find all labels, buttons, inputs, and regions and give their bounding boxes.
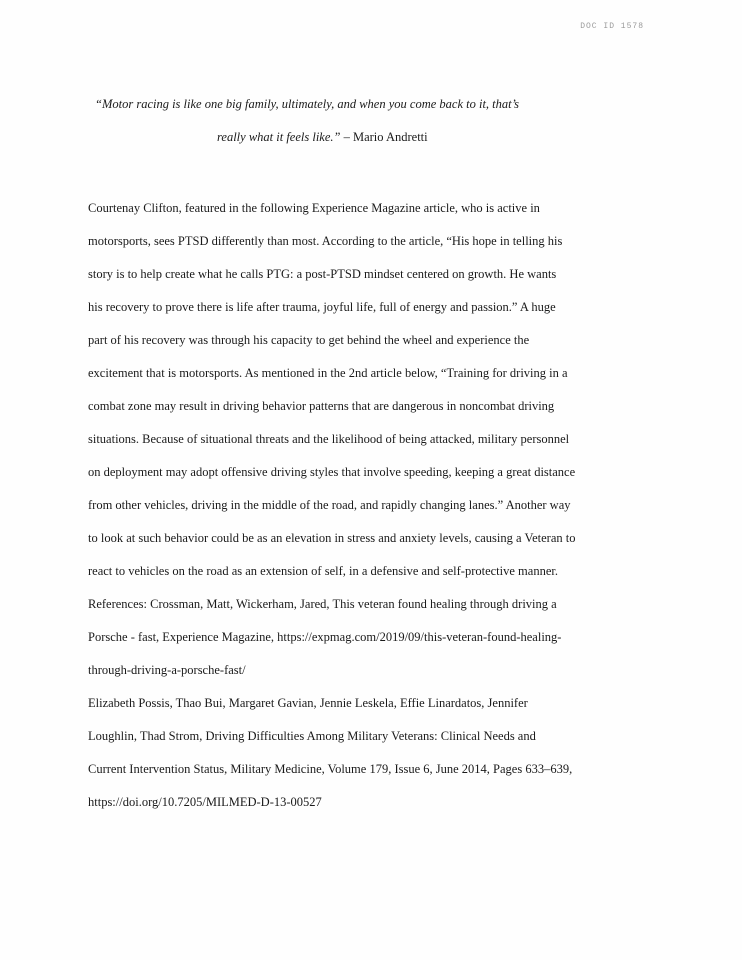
quote-attribution: – Mario Andretti	[340, 130, 428, 144]
body-line: Courtenay Clifton, featured in the following Experience Magazine article, who is active in	[88, 201, 540, 215]
references-line: through-driving-a-porsche-fast/	[88, 663, 246, 677]
body-line: react to vehicles on the road as an extension of self, in a defensive and self-protective manner.	[88, 564, 558, 578]
references-line: References: Crossman, Matt, Wickerham, Jared, This veteran found healing through driving a	[88, 597, 557, 611]
body-line: part of his recovery was through his capacity to get behind the wheel and experience the	[88, 333, 530, 347]
references-line: https://doi.org/10.7205/MILMED-D-13-00527	[88, 795, 322, 809]
body-line: story is to help create what he calls PTG: a post-PTSD mindset centered on growth. He wants	[88, 267, 557, 281]
references-line: Current Intervention Status, Military Medicine, Volume 179, Issue 6, June 2014, Pages 633–639,	[88, 762, 573, 776]
body-line: situations. Because of situational threats and the likelihood of being attacked, military personnel	[88, 432, 570, 446]
body-line: excitement that is motorsports. As mentioned in the 2nd article below, “Training for driving in a	[88, 366, 568, 380]
body-line: combat zone may result in driving behavior patterns that are dangerous in noncombat driving	[88, 399, 555, 413]
quote-text-2: really what it feels like.”	[217, 130, 341, 144]
body-line: motorsports, sees PTSD differently than most. According to the article, “His hope in telling his	[88, 234, 563, 248]
references-line: Elizabeth Possis, Thao Bui, Margaret Gavian, Jennie Leskela, Effie Linardatos, Jennifer	[88, 696, 528, 710]
page-header-stamp: DOC ID 1578	[580, 22, 644, 31]
references-line: Loughlin, Thad Strom, Driving Difficulties Among Military Veterans: Clinical Needs and	[88, 729, 536, 743]
epigraph-quote	[95, 88, 655, 154]
body-line: to look at such behavior could be as an elevation in stress and anxiety levels, causing a Veteran to	[88, 531, 576, 545]
body-line: on deployment may adopt offensive driving styles that involve speeding, keeping a great distance	[88, 465, 576, 479]
references-line: Porsche - fast, Experience Magazine, https://expmag.com/2019/09/this-veteran-found-healing-	[88, 630, 562, 644]
quote-line-2	[95, 121, 655, 154]
body-paragraph	[88, 192, 660, 819]
body-line: his recovery to prove there is life after trauma, joyful life, full of energy and passion.” A huge	[88, 300, 556, 314]
body-line: from other vehicles, driving in the middle of the road, and rapidly changing lanes.” Another way	[88, 498, 571, 512]
quote-text-1: “Motor racing is like one big family, ultimately, and when you come back to it, that’s	[95, 97, 520, 111]
quote-line-1	[95, 88, 655, 121]
